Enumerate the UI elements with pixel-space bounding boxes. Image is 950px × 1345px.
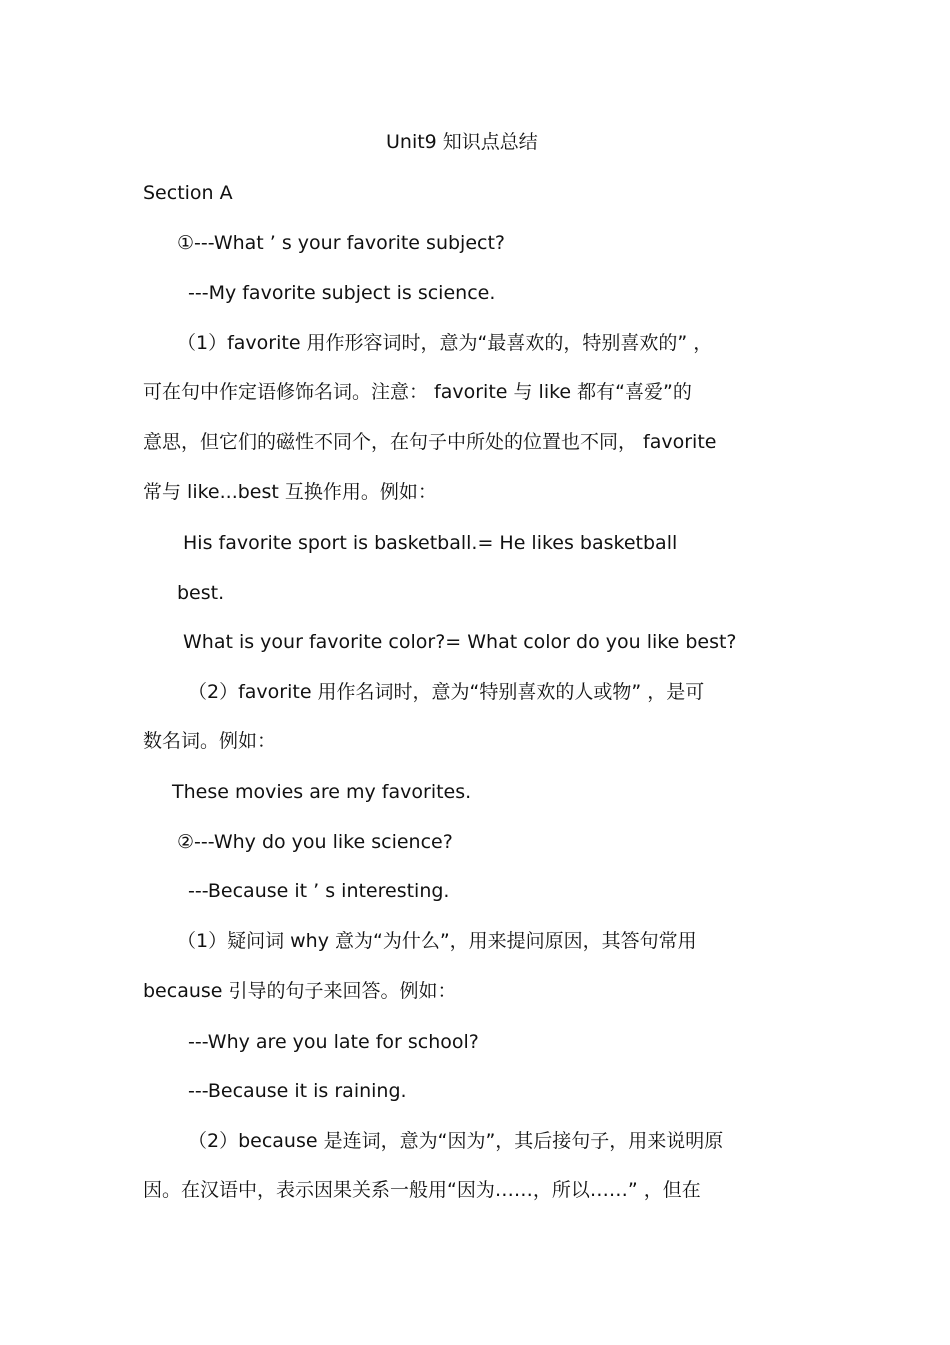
text-line-2: ---My favorite subject is science. [188,282,496,304]
text-line-6: 常与 like...best 互换作用。例如： [143,481,437,503]
text-line-20: 因。在汉语中，表示因果关系一般用“因为……，所以……” ，但在 [143,1179,701,1201]
text-line-12: These movies are my favorites. [172,781,472,803]
text-line-19: （2）because 是连词，意为“因为”，其后接句子，用来说明原 [188,1130,724,1152]
text-line-18: ---Because it is raining. [188,1080,407,1102]
text-line-7: His favorite sport is basketball.= He likes basketball [183,532,678,554]
text-line-11: 数名词。例如： [143,730,277,752]
text-line-9: What is your favorite color?= What color do you like best? [183,631,737,653]
text-line-10: （2）favorite 用作名词时，意为“特别喜欢的人或物” ，是可 [188,681,705,703]
text-line-3: （1）favorite 用作形容词时，意为“最喜欢的，特别喜欢的” ， [177,332,713,354]
text-line-4: 可在句中作定语修饰名词。注意： favorite 与 like 都有“喜爱”的 [143,381,692,403]
text-line-5: 意思，但它们的磁性不同个，在句子中所处的位置也不同， favorite [143,431,717,453]
text-line-1: ①---What ’ s your favorite subject? [177,232,505,254]
text-line-17: ---Why are you late for school? [188,1031,479,1053]
document-title: Unit9 知识点总结 [386,131,538,153]
text-line-8: best. [177,582,225,604]
text-line-15: （1）疑问词 why 意为“为什么”，用来提问原因，其答句常用 [177,930,697,952]
section-heading: Section A [143,182,233,204]
text-line-13: ②---Why do you like science? [177,831,453,853]
text-line-16: because 引导的句子来回答。例如： [143,980,457,1002]
text-line-14: ---Because it ’ s interesting. [188,880,450,902]
